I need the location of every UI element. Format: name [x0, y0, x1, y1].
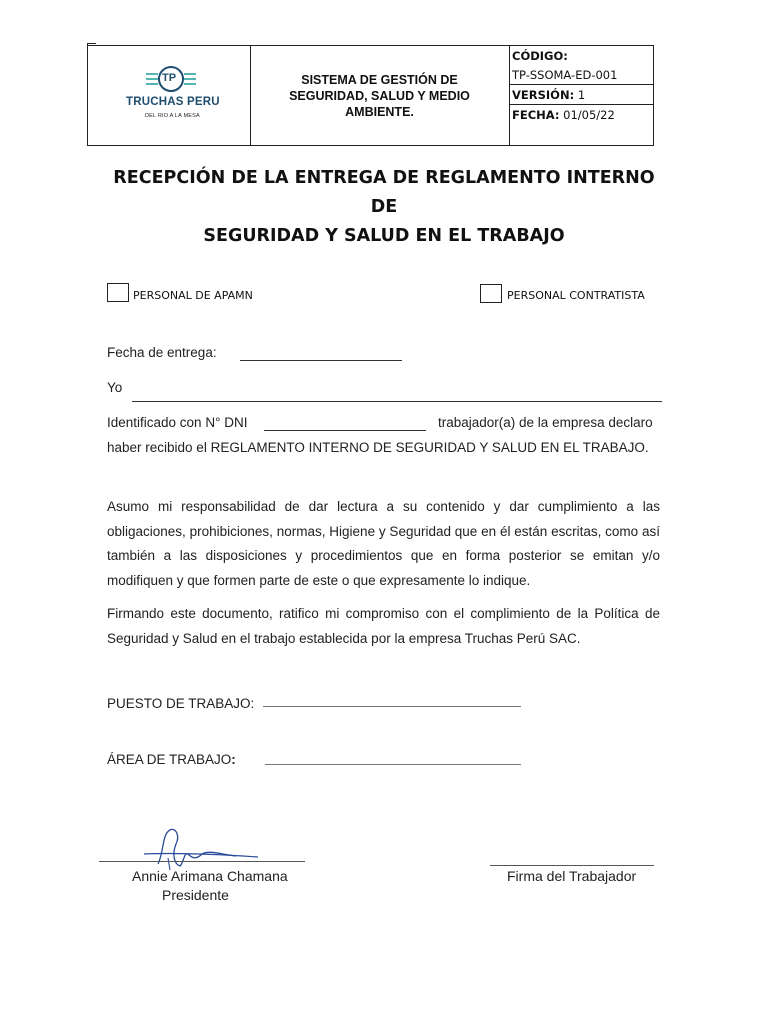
logo-cell — [88, 46, 251, 145]
worker-signature-label: Firma del Trabajador — [507, 868, 637, 884]
contractor-checkbox[interactable] — [480, 284, 502, 303]
signer-role: Presidente — [162, 887, 229, 903]
staff-checkbox[interactable] — [107, 283, 129, 302]
logo-mark: TP — [162, 72, 177, 84]
signer-name: Annie Arimana Chamana — [132, 868, 288, 884]
responsibility-paragraph: Asumo mi responsabilidad de dar lectura a su contenido y dar cumplimiento a las obligaciones, prohibiciones, normas, Higiene y Seguridad que en él están escritas, como así también a las disposiciones y procedimientos que en forma posterior se emitan y/o modifiquen y que formen parte de este o que expresamente lo indique. — [107, 499, 660, 588]
date-label: FECHA: — [512, 108, 560, 122]
dni-suffix-text: trabajador(a) de la empresa declaro — [438, 415, 653, 430]
company-tagline: DEL RIO A LA MESA — [145, 113, 200, 119]
worker-name-field[interactable] — [132, 401, 662, 402]
delivery-date-field[interactable] — [240, 360, 402, 361]
version-label: VERSIÓN: — [512, 88, 575, 102]
position-field[interactable] — [263, 706, 521, 707]
system-title: SISTEMA DE GESTIÓN DE SEGURIDAD, SALUD Y MEDIO AMBIENTE. — [289, 72, 470, 119]
date-row — [510, 105, 653, 126]
area-field[interactable] — [265, 764, 521, 765]
code-label: CÓDIGO: — [512, 49, 568, 63]
code-value: TP-SSOMA-ED-001 — [512, 68, 618, 82]
code-value-row — [510, 65, 653, 85]
commitment-paragraph: Firmando este documento, ratifico mi compromiso con el complimiento de la Política de Seguridad y Salud en el trabajo establecida por la empresa Truchas Perú SAC. — [107, 606, 660, 646]
staff-checkbox-label: PERSONAL DE APAMN — [133, 289, 253, 302]
delivery-date-label: Fecha de entrega: — [107, 345, 217, 360]
document-header-table — [87, 45, 654, 146]
position-label: PUESTO DE TRABAJO: — [107, 696, 255, 711]
contractor-checkbox-label: PERSONAL CONTRATISTA — [507, 289, 645, 302]
version-row — [510, 85, 653, 105]
system-title-cell — [250, 46, 510, 145]
worker-signature-line[interactable] — [490, 865, 654, 866]
document-title: RECEPCIÓN DE LA ENTREGA DE REGLAMENTO INTERNO DE SEGURIDAD Y SALUD EN EL TRABAJO — [113, 168, 655, 246]
handwritten-signature-icon — [140, 824, 265, 874]
date-value: 01/05/22 — [563, 108, 615, 122]
left-signature-line — [99, 861, 305, 862]
dni-field[interactable] — [264, 430, 426, 431]
declaration-paragraph: haber recibido el REGLAMENTO INTERNO DE SEGURIDAD Y SALUD EN EL TRABAJO. — [107, 440, 649, 455]
yo-label: Yo — [107, 380, 123, 395]
area-label: ÁREA DE TRABAJO: — [107, 752, 236, 767]
company-name: TRUCHAS PERU — [126, 96, 220, 108]
version-value: 1 — [577, 88, 586, 102]
dni-label: Identificado con N° DNI — [107, 415, 248, 430]
code-label-row — [510, 46, 653, 67]
